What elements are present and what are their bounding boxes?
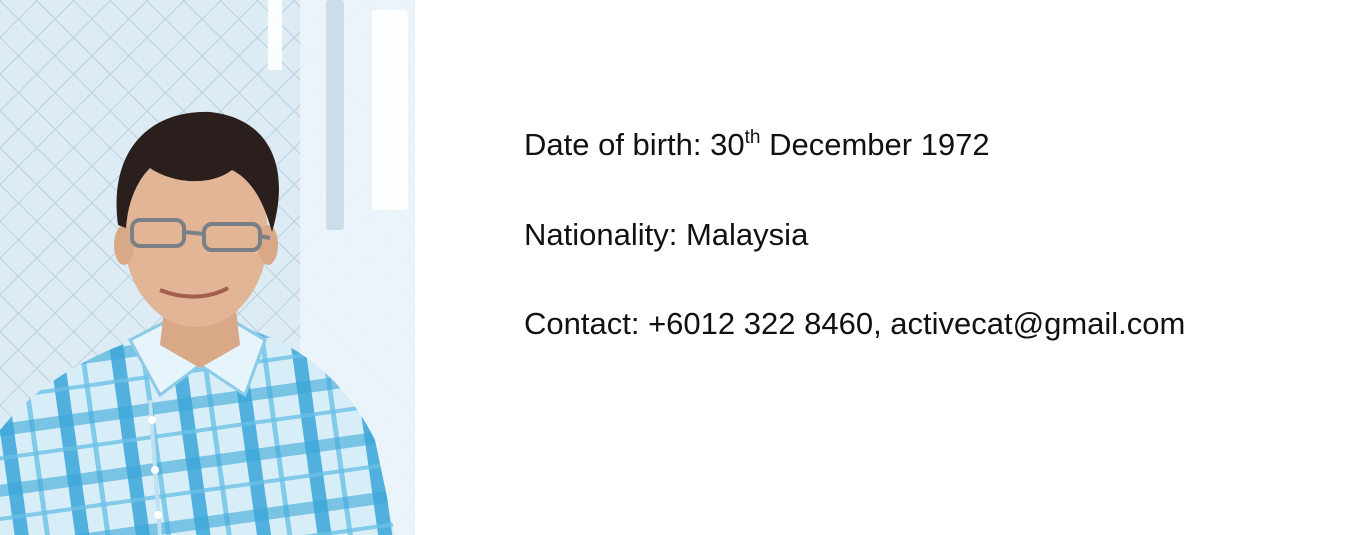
portrait-photo-icon	[0, 0, 415, 535]
profile-photo	[0, 0, 415, 535]
nationality-value: Malaysia	[685, 217, 809, 252]
contact-email: activecat@gmail.com	[890, 306, 1186, 341]
dob-label: Date of birth:	[524, 127, 702, 162]
dob-day: 30	[710, 127, 745, 162]
contact-phone: +6012 322 8460	[648, 306, 874, 341]
dob-rest: December 1972	[769, 127, 990, 162]
nationality-line	[524, 217, 808, 253]
contact-label: Contact:	[524, 306, 640, 341]
dob-suffix: th	[744, 127, 761, 148]
contact-line: Contact: +6012 322 8460, activecat@gmail.com	[524, 306, 1186, 341]
date-of-birth-line	[524, 127, 990, 163]
nationality-label: Nationality:	[524, 217, 678, 252]
